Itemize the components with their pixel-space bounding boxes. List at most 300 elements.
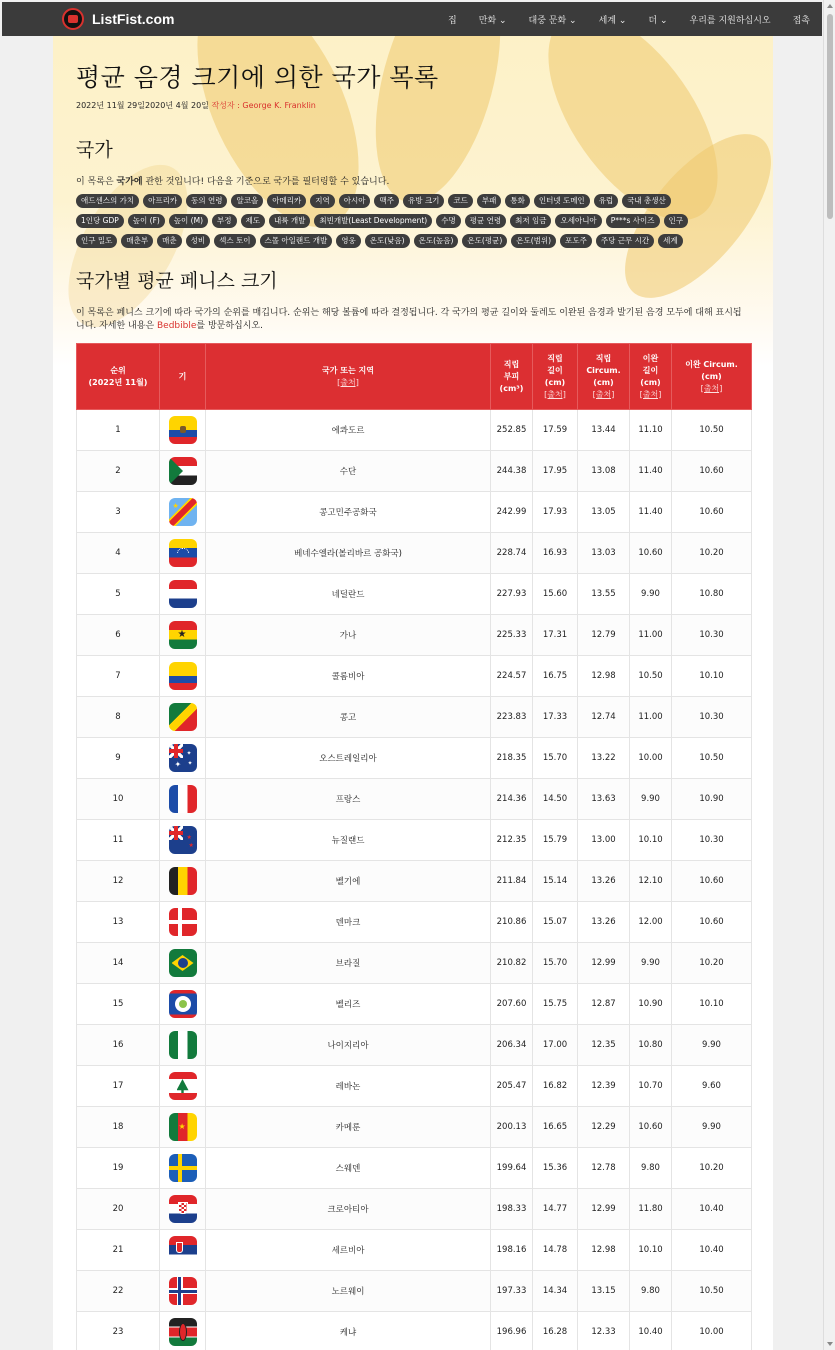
table-row bbox=[77, 574, 752, 615]
flaccid-circ-cell: 10.50 bbox=[672, 410, 752, 451]
rank-cell: 12 bbox=[77, 861, 160, 902]
flaccid-length-cell: 10.70 bbox=[630, 1066, 672, 1107]
rank-cell: 21 bbox=[77, 1230, 160, 1271]
table-row bbox=[77, 984, 752, 1025]
flaccid-length-cell: 10.40 bbox=[630, 1312, 672, 1350]
filter-tag[interactable]: 성비 bbox=[186, 234, 211, 248]
flaccid-circ-cell: 10.60 bbox=[672, 492, 752, 533]
rank-cell: 14 bbox=[77, 943, 160, 984]
erect-circ-cell: 12.87 bbox=[578, 984, 630, 1025]
rank-cell: 18 bbox=[77, 1107, 160, 1148]
flaccid-circ-cell: 10.50 bbox=[672, 1271, 752, 1312]
erect-circ-cell: 12.79 bbox=[578, 615, 630, 656]
volume-cell: 210.86 bbox=[491, 902, 533, 943]
country-source-link[interactable]: [출처] bbox=[337, 377, 359, 387]
flaccid-circ-cell: 10.10 bbox=[672, 984, 752, 1025]
sudan-flag-icon bbox=[160, 457, 205, 485]
country-cell: 베네수엘라(볼리바르 공화국) bbox=[206, 533, 491, 574]
filter-tag[interactable]: 높이 (F) bbox=[128, 214, 165, 228]
post-author[interactable]: 작성자 : George K. Franklin bbox=[211, 101, 316, 110]
filter-tag[interactable]: 인구 밀도 bbox=[76, 234, 117, 248]
colombia-flag-icon bbox=[160, 662, 205, 690]
logo-text: ListFist.com bbox=[92, 11, 175, 27]
flaccid-length-cell: 9.90 bbox=[630, 574, 672, 615]
countries-heading: 국가 bbox=[76, 139, 113, 161]
country-cell: 세르비아 bbox=[206, 1230, 491, 1271]
erect-circ-cell: 12.98 bbox=[578, 1230, 630, 1271]
flaccid-length-cell: 11.00 bbox=[630, 615, 672, 656]
belize-flag-icon bbox=[160, 990, 205, 1018]
flag-cell bbox=[160, 492, 206, 533]
erect-circ-cell: 12.98 bbox=[578, 656, 630, 697]
volume-cell: 200.13 bbox=[491, 1107, 533, 1148]
erect-length-cell: 17.93 bbox=[533, 492, 578, 533]
flaccid-length-source-link[interactable]: [출처] bbox=[639, 389, 662, 399]
country-cell: 에콰도르 bbox=[206, 410, 491, 451]
scroll-up-arrow-icon[interactable] bbox=[827, 4, 833, 8]
post-date: 2022년 11월 29일2020년 4월 20일 bbox=[76, 101, 209, 110]
volume-cell: 224.57 bbox=[491, 656, 533, 697]
erect-length-cell: 14.50 bbox=[533, 779, 578, 820]
flaccid-length-cell: 12.00 bbox=[630, 902, 672, 943]
volume-cell: 212.35 bbox=[491, 820, 533, 861]
erect-circ-cell: 12.99 bbox=[578, 943, 630, 984]
filter-tag[interactable]: 유방 크기 bbox=[403, 194, 444, 208]
table-row bbox=[77, 656, 752, 697]
header-country: 국가 또는 지역 [출처] bbox=[206, 344, 491, 410]
filter-tag[interactable]: 매춘 bbox=[157, 234, 182, 248]
filter-tag[interactable]: 매춘부 bbox=[121, 234, 153, 248]
erect-circ-cell: 13.63 bbox=[578, 779, 630, 820]
flag-cell bbox=[160, 820, 206, 861]
erect-circ-cell: 12.74 bbox=[578, 697, 630, 738]
flaccid-circ-cell: 10.60 bbox=[672, 451, 752, 492]
rank-cell: 23 bbox=[77, 1312, 160, 1350]
erect-length-cell: 16.93 bbox=[533, 533, 578, 574]
filter-tag[interactable]: 주당 근무 시간 bbox=[596, 234, 654, 248]
filter-tag[interactable]: 인구 bbox=[664, 214, 689, 228]
site-logo[interactable] bbox=[62, 8, 174, 30]
belgium-flag-icon bbox=[160, 867, 205, 895]
flaccid-length-cell: 12.10 bbox=[630, 861, 672, 902]
bedbible-link[interactable]: Bedbible bbox=[157, 321, 197, 331]
filter-tag[interactable]: 1인당 GDP bbox=[76, 214, 124, 228]
australia-flag-icon: ✦ ✦ ✦ bbox=[160, 744, 205, 772]
flag-cell bbox=[160, 1189, 206, 1230]
volume-cell: 223.83 bbox=[491, 697, 533, 738]
venezuela-flag-icon bbox=[160, 539, 205, 567]
country-cell: 레바논 bbox=[206, 1066, 491, 1107]
erect-length-cell: 15.07 bbox=[533, 902, 578, 943]
erect-circ-source-link[interactable]: [출처] bbox=[592, 389, 615, 399]
congo-flag-icon bbox=[160, 703, 205, 731]
filter-tag[interactable]: P***s 사이즈 bbox=[606, 214, 660, 228]
erect-length-cell: 14.34 bbox=[533, 1271, 578, 1312]
filter-tag[interactable]: 수명 bbox=[436, 214, 461, 228]
country-cell: 오스트레일리아 bbox=[206, 738, 491, 779]
flaccid-length-cell: 10.10 bbox=[630, 820, 672, 861]
volume-cell: 210.82 bbox=[491, 943, 533, 984]
flag-cell bbox=[160, 943, 206, 984]
scroll-down-arrow-icon[interactable] bbox=[827, 1342, 833, 1346]
flag-cell bbox=[160, 697, 206, 738]
volume-cell: 244.38 bbox=[491, 451, 533, 492]
erect-circ-cell: 13.03 bbox=[578, 533, 630, 574]
flaccid-circ-cell: 10.10 bbox=[672, 656, 752, 697]
flaccid-circ-cell: 10.90 bbox=[672, 779, 752, 820]
rank-cell: 16 bbox=[77, 1025, 160, 1066]
cameroon-flag-icon: ★ bbox=[160, 1113, 205, 1141]
filter-tag[interactable]: 지역 bbox=[310, 194, 335, 208]
table-row bbox=[77, 779, 752, 820]
erect-circ-cell: 13.26 bbox=[578, 861, 630, 902]
rank-cell: 9 bbox=[77, 738, 160, 779]
header-rank: 순위 (2022년 11월) bbox=[77, 344, 160, 410]
flag-cell bbox=[160, 1230, 206, 1271]
rank-cell: 7 bbox=[77, 656, 160, 697]
filter-tag[interactable]: 온도(낮음) bbox=[365, 234, 410, 248]
erect-length-cell: 14.77 bbox=[533, 1189, 578, 1230]
rank-cell: 5 bbox=[77, 574, 160, 615]
flag-cell bbox=[160, 1271, 206, 1312]
serbia-flag-icon bbox=[160, 1236, 205, 1264]
filter-tag[interactable]: 알코올 bbox=[231, 194, 263, 208]
flaccid-circ-cell: 10.00 bbox=[672, 1312, 752, 1350]
flag-cell bbox=[160, 574, 206, 615]
volume-cell: 196.96 bbox=[491, 1312, 533, 1350]
kenya-flag-icon bbox=[160, 1318, 205, 1346]
volume-cell: 214.36 bbox=[491, 779, 533, 820]
filter-tag[interactable]: 내륙 개발 bbox=[269, 214, 310, 228]
rank-cell: 4 bbox=[77, 533, 160, 574]
flag-cell bbox=[160, 410, 206, 451]
volume-cell: 218.35 bbox=[491, 738, 533, 779]
table-row bbox=[77, 943, 752, 984]
volume-cell: 252.85 bbox=[491, 410, 533, 451]
country-cell: 뉴질랜드 bbox=[206, 820, 491, 861]
filter-tag[interactable]: 아시아 bbox=[339, 194, 371, 208]
erect-length-cell: 15.14 bbox=[533, 861, 578, 902]
flaccid-circ-cell: 10.20 bbox=[672, 533, 752, 574]
country-cell: 크로아티아 bbox=[206, 1189, 491, 1230]
table-row bbox=[77, 615, 752, 656]
flaccid-circ-source-link[interactable]: [출처] bbox=[700, 383, 723, 393]
country-cell: 콩고민주공화국 bbox=[206, 492, 491, 533]
erect-length-cell: 15.70 bbox=[533, 943, 578, 984]
filter-tag[interactable]: 부패 bbox=[477, 194, 502, 208]
country-cell: 케냐 bbox=[206, 1312, 491, 1350]
flaccid-length-cell: 9.90 bbox=[630, 779, 672, 820]
volume-cell: 199.64 bbox=[491, 1148, 533, 1189]
table-row bbox=[77, 1066, 752, 1107]
volume-cell: 198.16 bbox=[491, 1230, 533, 1271]
main-menu bbox=[426, 13, 810, 26]
filter-tag[interactable]: 최저 임금 bbox=[510, 214, 551, 228]
filter-tag[interactable]: 온도(범위) bbox=[511, 234, 556, 248]
page-content bbox=[53, 36, 773, 1350]
table-row bbox=[77, 861, 752, 902]
nav-menu-item[interactable]: 우리를 지원하십시오 bbox=[689, 15, 771, 26]
volume-cell: 242.99 bbox=[491, 492, 533, 533]
table-row bbox=[77, 1230, 752, 1271]
ranking-table bbox=[76, 343, 752, 1350]
flaccid-circ-cell: 9.60 bbox=[672, 1066, 752, 1107]
flag-cell bbox=[160, 1066, 206, 1107]
erect-circ-cell: 13.00 bbox=[578, 820, 630, 861]
flaccid-length-cell: 11.00 bbox=[630, 697, 672, 738]
nav-menu-item[interactable]: 집 bbox=[448, 15, 457, 26]
filter-tag[interactable]: 영웅 bbox=[336, 234, 361, 248]
filter-tag[interactable]: 국내 총생산 bbox=[622, 194, 671, 208]
flag-cell bbox=[160, 1312, 206, 1350]
erect-length-source-link[interactable]: [출처] bbox=[544, 389, 566, 399]
rank-cell: 15 bbox=[77, 984, 160, 1025]
header-volume: 직립 부피 (cm³) bbox=[491, 344, 533, 410]
section-heading: 국가별 평균 페니스 크기 bbox=[76, 270, 278, 292]
page-scrollbar[interactable] bbox=[823, 0, 835, 1350]
filter-tag[interactable]: 오세아니아 bbox=[555, 214, 601, 228]
erect-length-cell: 17.33 bbox=[533, 697, 578, 738]
flaccid-length-cell: 10.00 bbox=[630, 738, 672, 779]
erect-circ-cell: 13.55 bbox=[578, 574, 630, 615]
intro-text: 이 목록은 국가에 관한 것입니다! 다음을 기준으로 국가를 필터링할 수 있습니다. bbox=[76, 177, 390, 187]
header-erect-length: 직립 길이 (cm) [출처] bbox=[533, 344, 578, 410]
filter-tag[interactable]: 유럽 bbox=[594, 194, 619, 208]
flaccid-circ-cell: 10.40 bbox=[672, 1230, 752, 1271]
flaccid-circ-cell: 10.30 bbox=[672, 615, 752, 656]
flaccid-circ-cell: 10.50 bbox=[672, 738, 752, 779]
page-title: 평균 음경 크기에 의한 국가 목록 bbox=[76, 63, 439, 92]
header-erect-circ: 직립 Circum. (cm) [출처] bbox=[578, 344, 630, 410]
flaccid-length-cell: 10.90 bbox=[630, 984, 672, 1025]
country-cell: 브라질 bbox=[206, 943, 491, 984]
flaccid-length-cell: 11.80 bbox=[630, 1189, 672, 1230]
country-cell: 노르웨이 bbox=[206, 1271, 491, 1312]
erect-length-cell: 15.75 bbox=[533, 984, 578, 1025]
flaccid-circ-cell: 9.90 bbox=[672, 1107, 752, 1148]
filter-tag[interactable]: 제도 bbox=[241, 214, 266, 228]
filter-tag[interactable]: 동의 연령 bbox=[186, 194, 227, 208]
flaccid-length-cell: 10.80 bbox=[630, 1025, 672, 1066]
filter-tag[interactable]: 온도(평균) bbox=[462, 234, 507, 248]
flaccid-circ-cell: 9.90 bbox=[672, 1025, 752, 1066]
erect-circ-cell: 12.39 bbox=[578, 1066, 630, 1107]
flaccid-circ-cell: 10.80 bbox=[672, 574, 752, 615]
volume-cell: 228.74 bbox=[491, 533, 533, 574]
rank-cell: 19 bbox=[77, 1148, 160, 1189]
erect-length-cell: 15.70 bbox=[533, 738, 578, 779]
table-row bbox=[77, 492, 752, 533]
drcongo-flag-icon: ★ bbox=[160, 498, 205, 526]
flag-cell bbox=[160, 451, 206, 492]
norway-flag-icon bbox=[160, 1277, 205, 1305]
table-row bbox=[77, 1189, 752, 1230]
erect-length-cell: 16.28 bbox=[533, 1312, 578, 1350]
filter-tag[interactable]: 애드센스의 가치 bbox=[76, 194, 139, 208]
rank-cell: 2 bbox=[77, 451, 160, 492]
rank-cell: 1 bbox=[77, 410, 160, 451]
volume-cell: 207.60 bbox=[491, 984, 533, 1025]
newzealand-flag-icon: ★ ★ bbox=[160, 826, 205, 854]
filter-tag[interactable]: 섹스 토이 bbox=[214, 234, 255, 248]
country-cell: 프랑스 bbox=[206, 779, 491, 820]
filter-tag[interactable]: 통화 bbox=[505, 194, 530, 208]
rank-cell: 22 bbox=[77, 1271, 160, 1312]
country-cell: 콩고 bbox=[206, 697, 491, 738]
flag-cell bbox=[160, 738, 206, 779]
header-flaccid-length: 이완 길이 (cm) [출처] bbox=[630, 344, 672, 410]
flaccid-length-cell: 10.60 bbox=[630, 1107, 672, 1148]
filter-tag[interactable]: 부정 bbox=[212, 214, 237, 228]
country-cell: 스웨덴 bbox=[206, 1148, 491, 1189]
flaccid-length-cell: 10.60 bbox=[630, 533, 672, 574]
nigeria-flag-icon bbox=[160, 1031, 205, 1059]
country-cell: 나이지리아 bbox=[206, 1025, 491, 1066]
flaccid-circ-cell: 10.30 bbox=[672, 697, 752, 738]
filter-tag[interactable]: 코드 bbox=[448, 194, 473, 208]
filter-tag[interactable]: 포도주 bbox=[560, 234, 592, 248]
country-cell: 덴마크 bbox=[206, 902, 491, 943]
country-cell: 벨리즈 bbox=[206, 984, 491, 1025]
flaccid-length-cell: 9.80 bbox=[630, 1271, 672, 1312]
flaccid-length-cell: 11.40 bbox=[630, 451, 672, 492]
table-row bbox=[77, 1107, 752, 1148]
flaccid-length-cell: 11.10 bbox=[630, 410, 672, 451]
rank-cell: 13 bbox=[77, 902, 160, 943]
nav-menu-item[interactable]: 세계 ⌄ bbox=[598, 15, 627, 26]
erect-length-cell: 16.82 bbox=[533, 1066, 578, 1107]
scroll-thumb[interactable] bbox=[827, 14, 833, 219]
table-row bbox=[77, 1025, 752, 1066]
fist-logo-icon bbox=[62, 8, 84, 30]
rank-cell: 11 bbox=[77, 820, 160, 861]
rank-cell: 10 bbox=[77, 779, 160, 820]
flaccid-circ-cell: 10.20 bbox=[672, 1148, 752, 1189]
filter-tag[interactable]: 최빈개발(Least Development) bbox=[314, 214, 432, 228]
flag-cell bbox=[160, 861, 206, 902]
nav-menu-item[interactable]: 만화 ⌄ bbox=[478, 15, 507, 26]
volume-cell: 205.47 bbox=[491, 1066, 533, 1107]
country-cell: 수단 bbox=[206, 451, 491, 492]
rank-cell: 8 bbox=[77, 697, 160, 738]
filter-tag[interactable]: 인터넷 도메인 bbox=[534, 194, 590, 208]
volume-cell: 211.84 bbox=[491, 861, 533, 902]
flag-cell bbox=[160, 984, 206, 1025]
flaccid-circ-cell: 10.60 bbox=[672, 902, 752, 943]
table-row bbox=[77, 533, 752, 574]
filter-tags bbox=[76, 194, 726, 254]
table-row bbox=[77, 410, 752, 451]
top-nav bbox=[2, 2, 822, 36]
erect-length-cell: 16.65 bbox=[533, 1107, 578, 1148]
flaccid-length-cell: 11.40 bbox=[630, 492, 672, 533]
erect-length-cell: 15.60 bbox=[533, 574, 578, 615]
erect-length-cell: 16.75 bbox=[533, 656, 578, 697]
erect-circ-cell: 13.22 bbox=[578, 738, 630, 779]
filter-tag[interactable]: 맥주 bbox=[374, 194, 399, 208]
table-row bbox=[77, 1271, 752, 1312]
volume-cell: 197.33 bbox=[491, 1271, 533, 1312]
post-meta bbox=[76, 100, 751, 111]
croatia-flag-icon bbox=[160, 1195, 205, 1223]
flag-cell bbox=[160, 902, 206, 943]
section-description: 이 목록은 페니스 크기에 따라 국가의 순위를 매깁니다. 순위는 해당 볼륨에 따라 결정됩니다. 각 국가의 평균 길이와 둘레도 이완된 음경과 발기된 음경 모두에 대해 표시됩니다. 자세한 내용은 Bedbible를 방문하십시오. bbox=[76, 308, 742, 331]
flaccid-circ-cell: 10.40 bbox=[672, 1189, 752, 1230]
volume-cell: 227.93 bbox=[491, 574, 533, 615]
filter-tag[interactable]: 스몰 아일랜드 개발 bbox=[260, 234, 333, 248]
nav-menu-item[interactable]: 대중 문화 ⌄ bbox=[528, 15, 577, 26]
flaccid-circ-cell: 10.20 bbox=[672, 943, 752, 984]
country-cell: 네덜란드 bbox=[206, 574, 491, 615]
flag-cell bbox=[160, 779, 206, 820]
flag-cell bbox=[160, 1107, 206, 1148]
volume-cell: 198.33 bbox=[491, 1189, 533, 1230]
flaccid-length-cell: 10.50 bbox=[630, 656, 672, 697]
country-cell: 카메룬 bbox=[206, 1107, 491, 1148]
table-row bbox=[77, 902, 752, 943]
denmark-flag-icon bbox=[160, 908, 205, 936]
brazil-flag-icon bbox=[160, 949, 205, 977]
flaccid-length-cell: 10.10 bbox=[630, 1230, 672, 1271]
table-row bbox=[77, 1148, 752, 1189]
table-row bbox=[77, 820, 752, 861]
erect-circ-cell: 13.05 bbox=[578, 492, 630, 533]
nav-menu-item[interactable]: 더 ⌄ bbox=[648, 15, 668, 26]
flaccid-length-cell: 9.90 bbox=[630, 943, 672, 984]
erect-circ-cell: 12.29 bbox=[578, 1107, 630, 1148]
filter-tag[interactable]: 아메리카 bbox=[267, 194, 306, 208]
country-cell: 벨기에 bbox=[206, 861, 491, 902]
ghana-flag-icon: ★ bbox=[160, 621, 205, 649]
table-row bbox=[77, 1312, 752, 1350]
nav-menu-item[interactable]: 접촉 bbox=[792, 15, 810, 26]
flag-cell bbox=[160, 656, 206, 697]
rank-cell: 3 bbox=[77, 492, 160, 533]
erect-circ-cell: 12.99 bbox=[578, 1189, 630, 1230]
table-row bbox=[77, 738, 752, 779]
erect-circ-cell: 13.08 bbox=[578, 451, 630, 492]
table-header-row bbox=[77, 344, 752, 410]
erect-length-cell: 17.95 bbox=[533, 451, 578, 492]
country-cell: 콜롬비아 bbox=[206, 656, 491, 697]
table-row bbox=[77, 451, 752, 492]
header-flag: 기 bbox=[160, 344, 206, 410]
flag-cell bbox=[160, 1025, 206, 1066]
volume-cell: 206.34 bbox=[491, 1025, 533, 1066]
netherlands-flag-icon bbox=[160, 580, 205, 608]
erect-circ-cell: 12.78 bbox=[578, 1148, 630, 1189]
erect-length-cell: 17.59 bbox=[533, 410, 578, 451]
erect-circ-cell: 13.26 bbox=[578, 902, 630, 943]
volume-cell: 225.33 bbox=[491, 615, 533, 656]
sweden-flag-icon bbox=[160, 1154, 205, 1182]
erect-length-cell: 15.79 bbox=[533, 820, 578, 861]
filter-tag[interactable]: 아프리카 bbox=[143, 194, 182, 208]
lebanon-flag-icon bbox=[160, 1072, 205, 1100]
filter-tag[interactable]: 높이 (M) bbox=[169, 214, 208, 228]
filter-tag[interactable]: 온도(높음) bbox=[414, 234, 459, 248]
article bbox=[76, 36, 751, 1350]
flag-cell bbox=[160, 1148, 206, 1189]
rank-cell: 6 bbox=[77, 615, 160, 656]
flag-cell bbox=[160, 533, 206, 574]
flaccid-length-cell: 9.80 bbox=[630, 1148, 672, 1189]
erect-length-cell: 15.36 bbox=[533, 1148, 578, 1189]
flaccid-circ-cell: 10.60 bbox=[672, 861, 752, 902]
filter-tag[interactable]: 세계 bbox=[658, 234, 683, 248]
erect-circ-cell: 12.35 bbox=[578, 1025, 630, 1066]
filter-tag[interactable]: 평균 연령 bbox=[465, 214, 506, 228]
